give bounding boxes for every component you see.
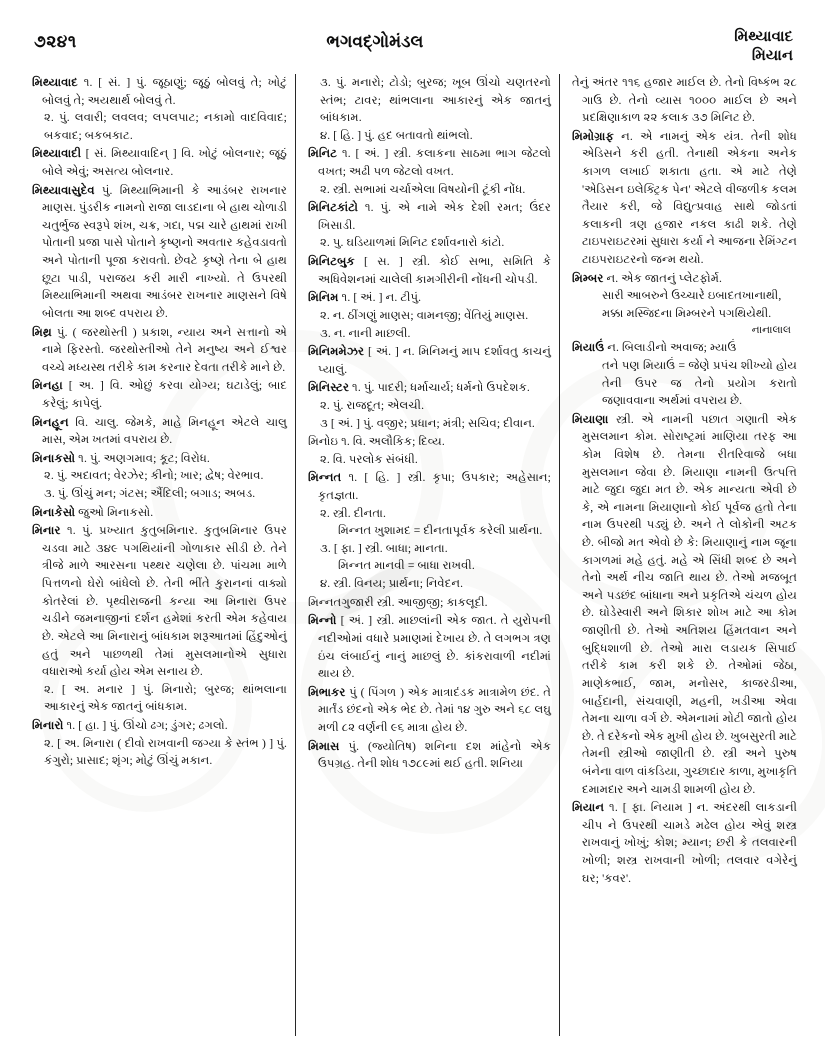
headword: મિનાકસો [32,451,76,465]
entry-headword-line: મિથ્યાવાદ ૧. [ સં. ] પું. જૂઠાણું; જૂઠું બોલવું તે; ખોટું બોલવું તે; અયથાર્થ બોલવું તે. [32,76,287,107]
dictionary-entry [568,74,797,127]
entry-sense-line: ૩. [ ફા. ] સ્ત્રી. બાધા; માનતા. [320,541,448,555]
headword: મિમ્બર [572,271,604,285]
headword: મિનારો [32,718,64,732]
entry-headword-line: મિન્નો [ અં. ] સ્ત્રી. માછલાંની એક જાત. તે યુરોપની નદીઓમાં વધારે પ્રમાણમાં દેખાય છે. તે લગભગ ત્રણ ઇંચ લંબાઈનું નાનું માછલું છે. કાંકરાવાળી નદીમાં થાય છે. [308,614,551,681]
headword: મિનિમ [308,291,339,305]
entry-sense-line: ૨. પુ. ઘડિયાળમાં મિનિટ દર્શાવનારો કાંટો. [320,236,505,250]
dictionary-entry [28,74,287,144]
dictionary-entry [304,469,551,592]
headword: મિયાન [572,801,605,815]
dictionary-entry [28,414,287,449]
entry-sense-line: ૨. પું. રાજદૂત; એલચી. [320,398,425,412]
entry-quote-line: મિન્નત માનવી = બાધા રાખવી. [338,559,475,573]
entry-headword-line: મિમાસ પું. (જ્યોતિષ) શનિના દશ માંહેનો એક ઉપગ્રહ. તેની શોધ ૧૭૮૯માં થઈ હતી. શનિયા [308,739,551,771]
headword: મિનાર [32,524,61,538]
headword: મિયાણા [572,412,609,426]
entry-headword-line: મિયાન ૧. [ ફા. નિયામ ] ન. અંદરથી લાકડાની ચીપ ને ઉપરથી ચામડે મઢેલ હોય એવું શસ્ત્ર રાખવાનું ખોખું; કોશ; મ્યાન; છરી કે તલવારની ખોળી; શસ્ત્ર રાખવાની ખોળી; તલવાર વગેરેનું ઘર; 'કવર'. [572,801,797,885]
entry-headword-line: મિનારો ૧. [ હા. ] પું. ઊંચો ઢગ; ડુંગર; ઢગલો. [32,718,228,732]
column-2 [295,74,560,1036]
dictionary-entry [28,504,287,522]
entry-sense-line: ૨. સ્ત્રી. દીનતા. [320,506,386,520]
entry-sense-line: ૨. પું. અદાવત; વેરઝેર; કીનો; ખાર; દ્વેષ; વેરભાવ. [44,469,264,483]
dictionary-entry [568,411,797,798]
headword: મિયાઉં [572,341,605,355]
entry-headword-line: મિનાર ૧. પું. પ્રખ્યાત કુતુબમિનાર. કુતુબમિનાર ઉપર ચડવા માટે ૩૪૯ પગથિયાંની ગોળાકાર સીડી છે. તેને ત્રીજે માળે આરસના પથ્થર ચણેલા છે. પાંચમા માળે પિત્તળનો ઘેરો બાંધેલો છે. તેની ભીંતે કુરાનનાં વાક્યો કોતરેલાં છે. પૃથ્વીરાજની કન્યા આ મિનારા ઉપર ચડીને જમનાજીનાં દર્શન હમેશાં કરતી એમ કહેવાય છે. એટલે આ મિનારાનું બાંધકામ શરૂઆતમાં હિંદુઓનું હતું અને પાછળથી તેમાં મુસલમાનોએ સુધારા વધારાઓ કર્યા હોય એમ સનાય છે. [32,524,287,679]
dictionary-entry [304,594,551,612]
dictionary-entry [28,377,287,412]
page-number: ૭૨૪૧ [34,32,77,51]
entry-headword-line: મિનહૂન વિ. ચાલુ. જેમકે, માહે મિનહૂન એટલે ચાલુ માસ, એમ ખતમાં વપરાય છે. [32,415,287,447]
column-1 [20,74,295,1036]
guide-word-last: મિયાન [751,47,793,64]
dictionary-entry [28,182,287,323]
headword: મિનિટ [308,147,338,161]
entry-sense-line: ૪. સ્ત્રી. વિનય; પ્રાર્થના; નિવેદન. [320,577,464,591]
headword: મિનિસ્ટર [308,381,350,395]
entry-headword-line: મિનાકેસો જુઓ મિનાકસો. [32,505,154,519]
entry-headword-line: મિભાકર પું ( પિંગળ ) એક માત્રાદંડક માત્રામેળ છંદ. તે માર્તંડ છંદનો એક ભેદ છે. તેમાં ૧૪ ગુરુ અને ૬૮ લઘુ મળી ૮૨ વર્ણની ૯૬ માત્રા હોય છે. [308,685,551,734]
headword: મિનિમમેઝર [308,345,365,359]
entry-headword-line: મિનાકસો ૧. પું. અણગમાવ; કૂટ; વિરોધ. [32,451,210,465]
book-title: ભગવદ્‌ગોમંડલ [326,32,424,51]
headword: મિથ્યાવાદી [32,147,82,161]
entry-quote-line: તને પણ મિયાઉં = જેણે પ્રપંચ શીખ્યો હોય તેની ઉપર જ તેનો પ્રયોગ કરાતો જણાવવાના અર્થમાં વપરાય છે. [602,358,797,408]
entry-headword-line: મિમોગ્રાફ ન. એ નામનું એક યંત્ર. તેની શોધ એડિસને કરી હતી. તેનાથી એકના અનેક કાગળ લખાઈ શકાતા હતા. એ માટે તેણે 'એડિસન ઇલેક્ટ્રિક પેન' એટલે વીજળીક કલમ તૈયાર કરી, જે વિદ્યુત્પ્રવાહ સાથે જોડતાં કલાકની ત્રણ હજાર નકલ કાઢી શકે. તેણે ટાઇપરાઇટરમાં સુધારા કર્યા ને આજના રેમિંગ્ટન ટાઇપરાઇટરનો જન્મ થયો. [572,129,797,267]
dictionary-entry [304,343,551,378]
entry-sense-line: ૩. પું. મનારો; ટોડો; બુરજ; ખૂબ ઊંચો ચણતરનો સ્તંભ; ટાવર; થાંભલાના આકારનું એક જાતનું બાંધકામ. [320,76,551,125]
dictionary-entry [304,289,551,342]
entry-headword-line: મિયાઉં ન. બિલાડીનો અવાજ; મ્યાઉં [572,341,737,355]
entry-headword-line: મિન્નત ૧. [ હિ. ] સ્ત્રી. કૃપા; ઉપકાર; અહેસાન; કૃતજ્ઞતા. [308,471,551,503]
headword: મિનિટકાંટો [308,201,358,215]
entry-quote-line: મિન્નત ખુશામદ = દીનતાપૂર્વક કરેલી પ્રાર્થના. [338,524,543,538]
dictionary-entry [304,612,551,682]
dictionary-entry [28,145,287,180]
headword: મિનહૂન [32,415,69,429]
entry-headword-line: મિનિટબુક [ સ. ] સ્ત્રી. કોઈ સભા, સમિતિ કે અધિવેશનમાં ચાલેલી કામગીરીની નોંધની ચોપડી. [308,255,551,286]
entry-quote-line: મક્કા મસ્જિદના મિમ્બરને પગથિયેથી. [602,306,772,320]
headword: મિથ્ર [32,325,52,339]
dictionary-entry [568,128,797,269]
headword: મિથ્યાવાદ [32,76,78,89]
guide-word-first: મિથ્યાવાદ [734,29,793,45]
dictionary-entry [304,199,551,252]
dictionary-entry [28,450,287,503]
headword: મિનાકેસો [32,505,76,519]
entry-sense-line: ૩ [ અં. ] પું. વજીર; પ્રધાન; મંત્રી; સચિવ; દીવાન. [320,416,535,430]
entry-headword-line: મિનિટ ૧. [ અં. ] સ્ત્રી. કલાકના સાઠમા ભાગ જેટલો વખત; અઢી પળ જેટલો વખત. [308,147,551,179]
entry-headword-line: મિનિસ્ટર ૧. પું. પાદરી; ધર્માચાર્ય; ધર્મનો ઉપદેશક. [308,381,530,395]
dictionary-entry [28,324,287,377]
entry-sense-line: ૨. ન. ઠીંગણું માણસ; વામનજી; વેંતિયું માણસ. [320,308,529,322]
entry-headword-line: મિનિટકાંટો ૧. પું. એ નામે એક દેશી રમત; ઉંદર ખિસાડી. [308,201,551,232]
dictionary-entry [28,717,287,770]
entry-sense-line: ૨. વિ. પરલોક સંબંધી. [320,452,418,466]
entry-sense-line: ૨. [ અ. મિનારા ( દીવો રાખવાની જગ્યા કે સ્તંભ ) ] પું. કંગુરો; પ્રાસાદ; શૃંગ; મોટું ઊંચું મકાન. [44,736,287,768]
column-3 [560,74,805,1036]
entry-headword-line: મિથ્યાવાદી [ સં. મિથ્યાવાદિન્ ] વિ. ખોટું બોલનાર; જૂઠું બોલે એવું; અસત્ય બોલનાર. [32,147,287,179]
headword: મિન્નત [308,471,342,485]
dictionary-entry [28,522,287,716]
headword: મિન્નો [308,614,337,628]
dictionary-entry [568,339,797,409]
entry-attribution: નાનાલાલ [751,324,791,336]
entry-quote-line: સારી આબરુને ઉચ્ચારે ઇબાદતખાનાથી, [602,289,782,303]
dictionary-entry [304,74,551,144]
headword: મિમોગ્રાફ [572,129,614,143]
dictionary-entry [304,145,551,198]
headword: મિભાકર [308,685,346,699]
entry-headword-line: મિનિમમેઝર [ અં. ] ન. મિનિમનું માપ દર્શાવતુ કાચનું પ્યાલું. [308,345,551,376]
dictionary-entry [304,684,551,737]
headword: મિથ્યાવાસુદેવ [32,183,95,197]
dictionary-entry [304,253,551,288]
dictionary-entry [568,270,797,339]
entry-headword-line: મિમ્બર ન. એક જાતનું પ્લેટફોર્મ. [572,271,723,285]
entry-sense-line: ૩. પું. ઊંચું મન; ગંટસ; ઐંદિલી; બગાડ; અબડ. [44,487,256,501]
dictionary-entry [304,379,551,432]
dictionary-entry [568,799,797,887]
dictionary-entry [304,738,551,773]
entry-headword-line: મિનિમ ૧. [ અં. ] ન. ટીપું. [308,291,422,305]
entry-headword-line: મિનોઇ ૧. વિ. અલૌકિક; દિવ્ય. [308,435,445,449]
entry-headword-line: મિથ્ર પું. ( જરથોસ્તી ) પ્રકાશ, ન્યાય અને સત્તાનો એ નામે ફિરસ્તો. જરથોસ્તીઓ તેને મનુષ્ય અને ઈશ્વર વચ્ચે મધ્યસ્થ તરીકે કામ કરનાર દેવતા તરીકે માને છે. [32,325,287,374]
entry-headword-line: મિનહા [ અ. ] વિ. ઓછું કરવા યોગ્ય; ઘટાડેલું; બાદ કરેલું; કાપેલું. [32,379,287,410]
entry-sense-line: ૪. [ હિ. ] પું. હદ બતાવતો થાંભલો. [320,128,473,142]
page-header [18,22,807,74]
entry-headword-line: મિન્નતગુજારી સ્ત્રી. આજીજી; કાકલૂદી. [308,595,488,609]
entry-sense-line: ૨. સ્ત્રી. સભામાં ચર્ચાએલા વિષયોની ટૂંકી નોંધ. [320,182,526,196]
entry-sense-line: ૨. [ અ. મનાર ] પું. મિનારો; બુરજ; થાંભલાના આકારનું એક જાતનું બાંધકામ. [44,682,287,714]
headword: મિનહા [32,379,63,393]
entry-headword-line: મિથ્યાવાસુદેવ પું. મિથ્યાભિમાની કે આડંબર રાખનાર માણસ. પુંડરીક નામનો રાજા લાડદાના બે હાથ ચોળાડી ચતુર્ભુજ સ્વરૂપે શંખ, ચક્ર, ગદા, પદ્મ ચારે હાથમાં રાખી પોતાની પ્રજા પાસે પોતાને કૃષ્ણનો અવતાર કહેવડાવતો અને પોતાની પૂજા કરાવતો. છેવટે કૃષ્ણે તેના બે હાથ છૂટા પાડી, પરાજય કરી મારી નાખ્યો. તે ઉપરથી મિથ્યાભિમાની અથવા આડંબર રાખનાર માણસને વિષે બોલતા આ શબ્દ વપરાય છે. [32,183,287,320]
dictionary-entry [304,433,551,468]
entry-sense-line: ૨. પું. લવારી; લવલવ; લપલપાટ; નકામો વાદવિવાદ; બકવાદ; બકબકાટ. [44,111,287,142]
text-columns [18,74,807,1036]
headword: મિમાસ [308,739,340,753]
entry-sense-line: ૩. ન. નાની માછલી. [320,326,411,340]
guide-words [673,22,793,66]
entry-headword-line: મિયાણા સ્ત્રી. એ નામની પછાત ગણાતી એક મુસલમાન કોમ. સોરાષ્ટ્રમાં માણિયા તરફ આ કોમ વિશેષ છે. તેમના રીતરિવાજે બધા મુસલમાન જેવા છે. મિયાણા નામની ઉત્પત્તિ માટે જુદા જુદા મત છે. એક માન્યતા એવી છે કે, એ નામના મિયાણાનો કોઈ પૂર્વજ હતો તેના નામ ઉપરથી પડ્યું છે. અને તે લોકોની અટક છે. બીજો મત એવો છે કે: મિયાણાનું નામ જૂના કાગળમાં મહે હતું. મહે એ સિંધી શબ્દ છે અને તેનો અર્થ નીચ જાતિ થાય છે. તેઓ મજબૂત અને પડછંદ બાંધાના અને પ્રકૃતિએ ચંચળ હોય છે. ઘોડેસ્વારી અને શિકાર શોખ માટે આ કોમ જાણીતી છે. તેઓ અતિશય હિંમતવાન અને બુદ્ધિશાળી છે. તેઓ મારા લડાયક સિપાઈ તરીકે કામ કરી શકે છે. તેઓમાં જેઠા, માણેકભાઈ, જામ, મનોસર, કાજરડીઆ, બાર્હદાની, સંચવાણી, મહની, ખડીઆ એવા તેમના ચાળા વર્ગ છે. એમનામાં મોટી જાતો હોય છે. તે દરેકનો એક મુખી હોય છે. ખુબસુરતી માટે તેમની સ્ત્રીઓ જાણીતી છે. સ્ત્રી અને પુરુષ બંનેના વાળ વાંકડિયા, ગુચ્છાદાર કાળા, મુખાકૃતિ દમામદાર અને ચામડી શામળી હોય છે. [572,412,797,796]
headword: મિનિટબુક [308,255,355,269]
entry-headword-line: તેનું અંતર ૧૧૬ હજાર માઈલ છે. તેનો વિષ્કંભ ૨૮ ગાઉ છે. તેનો વ્યાસ ૧૦૦૦ માઈલ છે અને પ્રદક્ષિણાકાળ ૨૨ કલાક ૩૭ મિનિટ છે. [572,76,797,125]
